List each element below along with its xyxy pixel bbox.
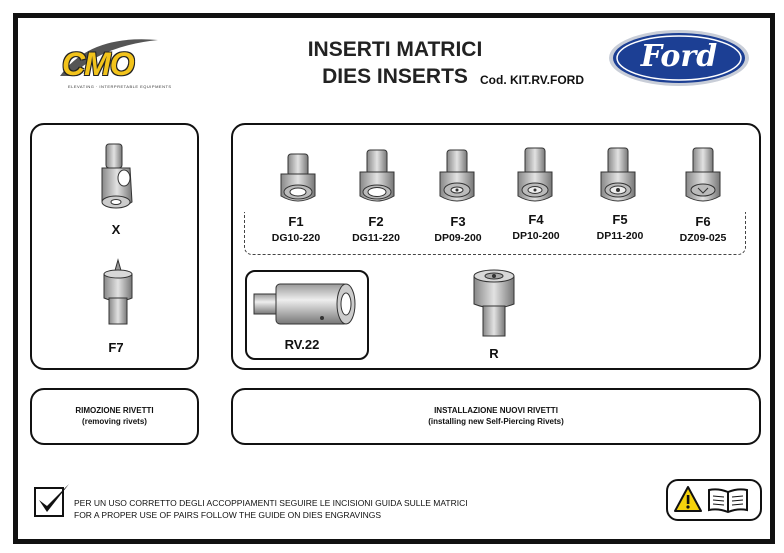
checkmark-icon <box>33 482 73 522</box>
page-title-en: DIES INSERTS <box>322 65 468 88</box>
install-caption-en: (installing new Self-Piercing Rivets) <box>428 417 564 426</box>
die-insert-f3-icon <box>437 148 477 208</box>
kit-code: Cod. KIT.RV.FORD <box>480 73 585 87</box>
die-label-f2: F2 <box>368 214 384 229</box>
footer-instruction-it: PER UN USO CORRETTO DEGLI ACCOPPIAMENTI SEGUIRE LE INCISIONI GUIDA SULLE MATRICI <box>74 498 468 508</box>
removal-caption-en: (removing rivets) <box>82 417 147 426</box>
cmo-logo-text: CMO <box>62 46 134 82</box>
ford-logo <box>607 28 751 88</box>
die-code-f2: DG11-220 <box>352 232 400 244</box>
die-insert-f2-icon <box>357 148 397 208</box>
die-code-f5: DP11-200 <box>596 230 644 242</box>
die-label-r: R <box>489 346 499 361</box>
die-insert-f7-icon <box>98 258 138 328</box>
die-code-f3: DP09-200 <box>434 232 482 244</box>
page-title-it: INSERTI MATRICI <box>307 38 483 61</box>
rv22-label: RV.22 <box>284 337 320 352</box>
cmo-tagline: ELEVATING · INTERPRETABLE EQUIPMENTS <box>68 84 172 89</box>
die-code-f1: DG10-220 <box>271 232 321 244</box>
die-label-f4: F4 <box>528 212 544 227</box>
book-icon <box>706 486 750 514</box>
ford-logo-text: Ford <box>640 39 718 74</box>
warning-icon <box>674 485 702 513</box>
die-insert-f4-icon <box>515 146 555 208</box>
die-insert-f6-icon <box>683 146 723 208</box>
die-label-f7: F7 <box>108 340 124 355</box>
install-caption-it: INSTALLAZIONE NUOVI RIVETTI <box>434 406 558 415</box>
die-insert-f1-icon <box>278 150 318 208</box>
die-label-f1: F1 <box>288 214 304 229</box>
die-insert-x-icon <box>98 142 138 214</box>
cmo-logo <box>50 32 172 98</box>
die-label-f6: F6 <box>695 214 711 229</box>
die-code-f4: DP10-200 <box>512 230 560 242</box>
die-label-f5: F5 <box>612 212 628 227</box>
die-insert-r-icon <box>470 268 518 340</box>
footer-instruction-en: FOR A PROPER USE OF PAIRS FOLLOW THE GUIDE ON DIES ENGRAVINGS <box>74 510 382 520</box>
die-label-x: X <box>111 222 121 237</box>
rv22-adapter-icon <box>252 278 358 330</box>
die-label-f3: F3 <box>450 214 466 229</box>
die-code-f6: DZ09-025 <box>679 232 727 244</box>
removal-caption-it: RIMOZIONE RIVETTI <box>75 406 154 415</box>
die-insert-f5-icon <box>598 146 638 208</box>
